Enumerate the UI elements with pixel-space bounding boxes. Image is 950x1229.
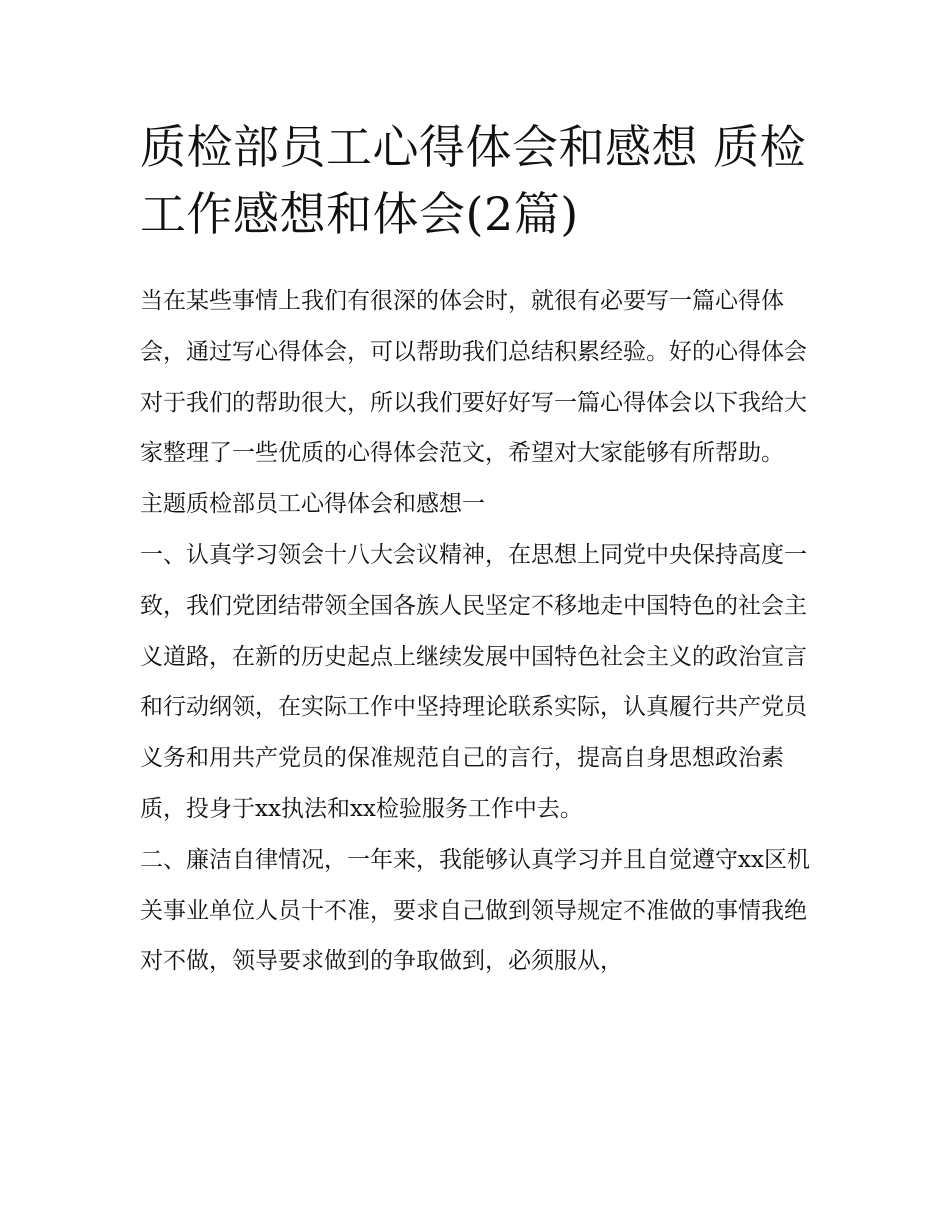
document-body — [140, 276, 818, 987]
document-title: 质检部员工心得体会和感想 质检工作感想和体会(2篇) — [140, 120, 807, 241]
document-page — [140, 114, 818, 987]
paragraph-two: 二、廉洁自律情况，一年来，我能够认真学习并且自觉遵守xx区机关事业单位人员十不准，要求自己做到领导规定不准做的事情我绝对不做，领导要求做到的争取做到，必须服从， — [140, 846, 810, 975]
section-heading: 主题质检部员工心得体会和感想一 — [140, 491, 485, 518]
intro-paragraph: 当在某些事情上我们有很深的体会时，就很有必要写一篇心得体会，通过写心得体会，可以帮助我们总结积累经验。好的心得体会对于我们的帮助很大，所以我们要好好写一篇心得体会以下我给大家整理了一些优质的心得体会范文，希望对大家能够有所帮助。 — [140, 288, 807, 467]
paragraph-one: 一、认真学习领会十八大会议精神，在思想上同党中央保持高度一致，我们党团结带领全国各族人民坚定不移地走中国特色的社会主义道路，在新的历史起点上继续发展中国特色社会主义的政治宣言和行动纲领，在实际工作中坚持理论联系实际，认真履行共产党员义务和用共产党员的保准规范自己的言行，提高自身思想政治素质，投身于xx执法和xx检验服务工作中去。 — [140, 541, 807, 822]
